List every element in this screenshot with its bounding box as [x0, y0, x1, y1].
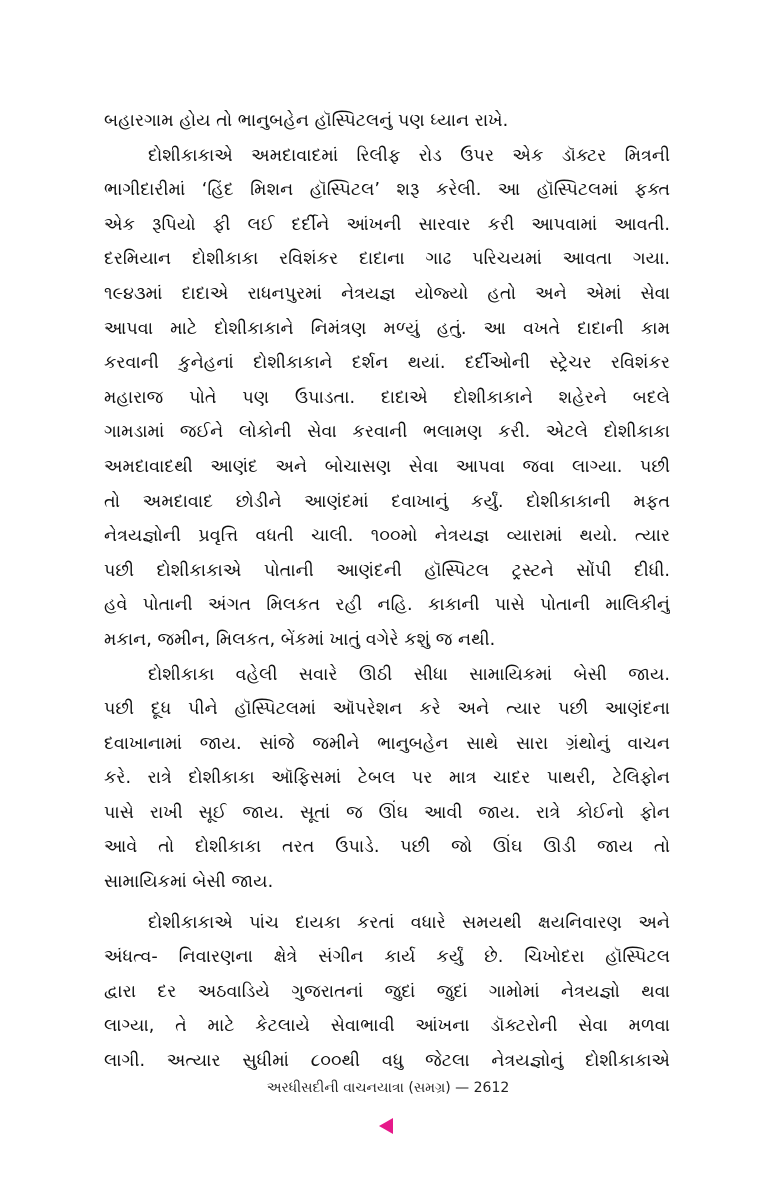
page-footer: અરધીસદીની વાચનયાત્રા (સમગ્ર) — 2612: [266, 1080, 510, 1096]
text-line: આપવા માટે દોશીકાકાને નિમંત્રણ મળ્યું હતું. આ વખતે દાદાની કામ: [104, 318, 670, 339]
text-line: પછી દોશીકાકાએ પોતાની આણંદની હૉસ્પિટલ ટ્રસ્ટને સોંપી દીધી.: [104, 560, 670, 581]
text-line: લાગી. અત્યાર સુધીમાં ૮૦૦થી વધુ જેટલા નેત્રયજ્ઞોનું દોશીકાકાએ: [104, 1051, 670, 1072]
text-line: કરવાની કુનેહનાં દોશીકાકાને દર્શન થયાં. દર્દીઓની સ્ટ્રેચર રવિશંકર: [104, 353, 670, 374]
text-line: દરમિયાન દોશીકાકા રવિશંકર દાદાના ગાઢ પરિચયમાં આવતા ગયા.: [104, 249, 670, 270]
text-line: પાસે રાખી સૂઈ જાય. સૂતાં જ ઊંઘ આવી જાય. રાત્રે કોઈનો ફોન: [104, 802, 670, 823]
text-line: દોશીકાકાએ અમદાવાદમાં રિલીફ રોડ ઉપર એક ડૉક્ટર મિત્રની: [148, 145, 670, 166]
text-line: દ્વારા દર અઠવાડિયે ગુજરાતનાં જુદાં જુદાં ગામોમાં નેત્રયજ્ઞો થવા: [104, 981, 670, 1002]
text-line: નેત્રયજ્ઞોની પ્રવૃત્તિ વધતી ચાલી. ૧૦૦મો નેત્રયજ્ઞ વ્યારામાં થયો. ત્યાર: [104, 526, 670, 547]
text-line: સામાયિકમાં બેસી જાય.: [104, 872, 274, 893]
text-line: દવાખાનામાં જાય. સાંજે જમીને ભાનુબહેન સાથે સારા ગ્રંથોનું વાચન: [104, 733, 670, 754]
text-line: એક રૂપિયો ફી લઈ દર્દીને આંખની સારવાર કરી આપવામાં આવતી.: [104, 214, 670, 235]
text-line: દોશીકાકા વહેલી સવારે ઊઠી સીધા સામાયિકમાં બેસી જાય.: [148, 664, 670, 685]
text-line: કરે. રાત્રે દોશીકાકા ઑફિસમાં ટેબલ પર માત્ર ચાદર પાથરી, ટેલિફોન: [104, 768, 670, 789]
body-text: [104, 104, 670, 1079]
text-line: આવે તો દોશીકાકા તરત ઉપાડે. પછી જો ઊંઘ ઊડી જાય તો: [104, 837, 670, 858]
text-line: ગામડામાં જઈને લોકોની સેવા કરવાની ભલામણ કરી. એટલે દોશીકાકા: [104, 422, 670, 443]
text-line: અંધત્વ- નિવારણના ક્ષેત્રે સંગીન કાર્ય કર્યું છે. ચિખોદરા હૉસ્પિટલ: [104, 947, 670, 968]
text-line: મકાન, જમીન, મિલકત, બેંકમાં ખાતું વગેરે કશું જ નથી.: [104, 629, 496, 650]
text-line: ભાગીદારીમાં ‘હિંદ મિશન હૉસ્પિટલ’ શરૂ કરેલી. આ હૉસ્પિટલમાં ફક્ત: [104, 180, 670, 201]
text-line: હવે પોતાની અંગત મિલકત રહી નહિ. કાકાની પાસે પોતાની માલિકીનું: [104, 595, 670, 616]
text-line: તો અમદાવાદ છોડીને આણંદમાં દવાખાનું કર્યું. દોશીકાકાની મફત: [104, 491, 670, 512]
text-line: દોશીકાકાએ પાંચ દાયકા કરતાં વધારે સમયથી ક્ષયનિવારણ અને: [148, 912, 670, 933]
text-line: ૧૯૪૩માં દાદાએ રાધનપુરમાં નેત્રયજ્ઞ યોજ્યો હતો અને એમાં સેવા: [104, 283, 670, 304]
text-line: પછી દૂધ પીને હૉસ્પિટલમાં ઑપરેશન કરે અને ત્યાર પછી આણંદના: [104, 699, 670, 720]
prev-page-triangle-icon[interactable]: [379, 1118, 393, 1134]
text-line: બહારગામ હોય તો ભાનુબહેન હૉસ્પિટલનું પણ ધ્યાન રાખે.: [104, 111, 509, 131]
text-line: લાગ્યા, તે માટે કેટલાયે સેવાભાવી આંખના ડૉક્ટરોની સેવા મળવા: [104, 1016, 670, 1037]
text-line: મહારાજ પોતે પણ ઉપાડતા. દાદાએ દોશીકાકાને શહેરને બદલે: [104, 387, 670, 408]
text-line: અમદાવાદથી આણંદ અને બોચાસણ સેવા આપવા જવા લાગ્યા. પછી: [104, 456, 670, 477]
